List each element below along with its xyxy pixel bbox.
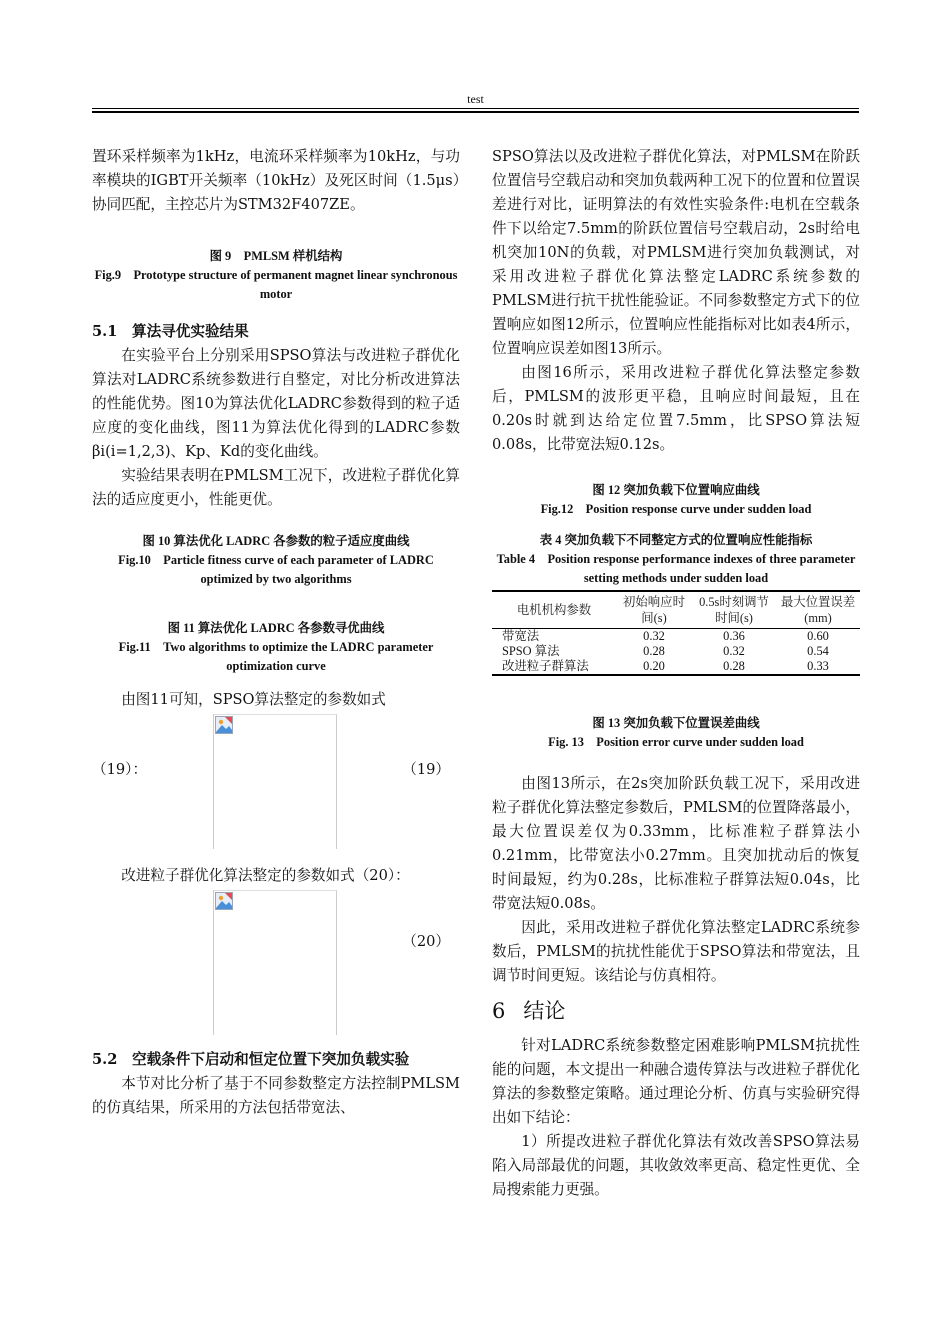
header-rule-thick — [92, 111, 859, 113]
eq19-intro: 由图11可知，SPSO算法整定的参数如式 — [121, 691, 386, 708]
fig10-caption-en: Fig.10 Particle fitness curve of each parameter of LADRC optimized by two algorithms — [118, 553, 434, 586]
table-header-row — [492, 591, 860, 629]
equation-19 — [92, 712, 460, 852]
header-rule-thin — [92, 108, 859, 109]
right-paragraph-6: 1）所提改进粒子群优化算法有效改善SPSO算法易陷入局部最优的问题，其收敛效率更高、稳定性更优、全局搜索能力更强。 — [492, 1133, 860, 1198]
eq20-right-label: （20） — [402, 933, 450, 950]
section-5-2-paragraph: 本节对比分析了基于不同参数整定方法控制PMLSM的仿真结果，所采用的方法包括带宽法、 — [92, 1075, 460, 1116]
table-cell: 0.60 — [807, 629, 829, 643]
table-4 — [492, 590, 860, 676]
table-header-cell: 最大位置误差(mm) — [776, 591, 860, 629]
running-header: test — [467, 92, 484, 106]
fig12-caption-en: Fig.12 Position response curve under sudden load — [540, 502, 812, 516]
section-5-1-heading: 5.1 算法寻优实验结果 — [92, 323, 249, 340]
right-paragraph-3: 由图13所示，在2s突加阶跃负载工况下，采用改进粒子群优化算法整定参数后，PMLSM的位置降落最小，最大位置误差仅为0.33mm，比标准粒子群算法小0.21mm，比带宽法小0.27mm。且突加扰动后的恢复时间最短，约为0.28s，比标准粒子群算法短0.04s，比带宽法短0.08s。 — [492, 775, 860, 912]
fig10-caption-cn: 图 10 算法优化 LADRC 各参数的粒子适应度曲线 — [142, 534, 410, 548]
fig13-caption-cn: 图 13 突加负载下位置误差曲线 — [592, 716, 760, 730]
section-6-heading — [492, 996, 860, 1026]
section-5-1-paragraph-2: 实验结果表明在PMLSM工况下，改进粒子群优化算法的适应度更小，性能更优。 — [92, 467, 460, 508]
table-cell: SPSO 算法 — [502, 644, 560, 658]
fig9-caption-cn: 图 9 PMLSM 样机结构 — [209, 249, 343, 263]
table-cell: 0.32 — [723, 644, 745, 658]
right-paragraph-5: 针对LADRC系统参数整定困难影响PMLSM抗扰性能的问题，本文提出一种融合遗传算法与改进粒子群优化算法的参数整定策略。通过理论分析、仿真与实验研究得出如下结论： — [492, 1037, 860, 1126]
equation-20 — [92, 888, 460, 1036]
fig11-caption-en: Fig.11 Two algorithms to optimize the LADRC parameter optimization curve — [118, 640, 434, 673]
fig11-caption-cn: 图 11 算法优化 LADRC 各参数寻优曲线 — [167, 621, 385, 635]
section-5-2-heading: 5.2 空载条件下启动和恒定位置下突加负载实验 — [92, 1051, 410, 1068]
eq20-intro: 改进粒子群优化算法整定的参数如式（20）： — [121, 867, 410, 884]
table-cell: 0.54 — [807, 644, 829, 658]
table-row — [492, 659, 860, 675]
table-cell: 改进粒子群算法 — [492, 659, 616, 675]
table-cell: 0.36 — [723, 629, 745, 643]
section-5-1-paragraph-1: 在实验平台上分别采用SPSO算法与改进粒子群优化算法对LADRC系统参数进行自整定，对比分析改进算法的性能优势。图10为算法优化LADRC参数得到的粒子适应度的变化曲线，图11为算法优化得到的LADRC参数βi(i=1,2,3)、Kp、Kd的变化曲线。 — [92, 347, 460, 460]
table-cell: 0.28 — [643, 644, 665, 658]
eq19-right-label: （19） — [402, 761, 450, 778]
right-paragraph-1: SPSO算法以及改进粒子群优化算法，对PMLSM在阶跃位置信号空载启动和突加负载两种工况下的位置和位置误差进行对比，证明算法的有效性实验条件:电机在空载条件下以给定7.5mm的阶跃位置信号空载启动，2s时给电机突加10N的负载，对PMLSM进行突加负载测试，对采用改进粒子群优化算法整定LADRC系统参数的PMLSM进行抗干扰性能验证。不同参数整定方式下的位置响应如图12所示，位置响应性能指标对比如表4所示，位置响应误差如图13所示。 — [492, 148, 860, 357]
fig13-caption-en: Fig. 13 Position error curve under sudden load — [548, 735, 804, 749]
table-header-cell: 0.5s时刻调节时间(s) — [692, 591, 776, 629]
intro-paragraph: 置环采样频率为1kHz，电流环采样频率为10kHz，与功率模块的IGBT开关频率（10kHz）及死区时间（1.5μs）协同匹配，主控芯片为STM32F407ZE。 — [92, 148, 460, 213]
right-paragraph-4: 因此，采用改进粒子群优化算法整定LADRC系统参数后，PMLSM的抗扰性能优于SPSO算法和带宽法，且调节时间更短。该结论与仿真相符。 — [492, 919, 860, 984]
table-header-cell: 电机机构参数 — [492, 591, 616, 629]
table-cell: 0.28 — [692, 659, 776, 675]
fig12-caption-cn: 图 12 突加负载下位置响应曲线 — [592, 483, 760, 497]
left-column — [92, 145, 460, 1120]
table-cell: 0.32 — [643, 629, 665, 643]
section-6-title: 结论 — [523, 999, 566, 1023]
right-paragraph-2: 由图16所示，采用改进粒子群优化算法整定参数后，PMLSM的波形更平稳，且响应时间最短，且在0.20s时就到达给定位置7.5mm，比SPSO算法短0.08s，比带宽法短0.12s。 — [492, 364, 860, 453]
table-cell: 0.33 — [776, 659, 860, 675]
table-cell: 0.20 — [616, 659, 692, 675]
section-6-number: 6 — [492, 999, 506, 1023]
table-row — [492, 629, 860, 645]
broken-image-icon — [215, 716, 233, 734]
fig9-caption-en: Fig.9 Prototype structure of permanent magnet linear synchronous motor — [94, 268, 458, 301]
broken-image-icon — [215, 892, 233, 910]
right-column — [492, 145, 860, 1202]
eq20-image-placeholder — [213, 890, 337, 1035]
table4-caption-en: Table 4 Position response performance indexes of three parameter setting methods under sudden load — [496, 552, 856, 585]
table-cell: 带宽法 — [502, 629, 540, 643]
table-row — [492, 644, 860, 659]
eq19-image-placeholder — [213, 714, 337, 849]
eq19-left-label: （19）： — [92, 761, 148, 778]
table4-caption-cn: 表 4 突加负载下不同整定方式的位置响应性能指标 — [539, 533, 813, 547]
table-header-cell: 初始响应时间(s) — [616, 591, 692, 629]
